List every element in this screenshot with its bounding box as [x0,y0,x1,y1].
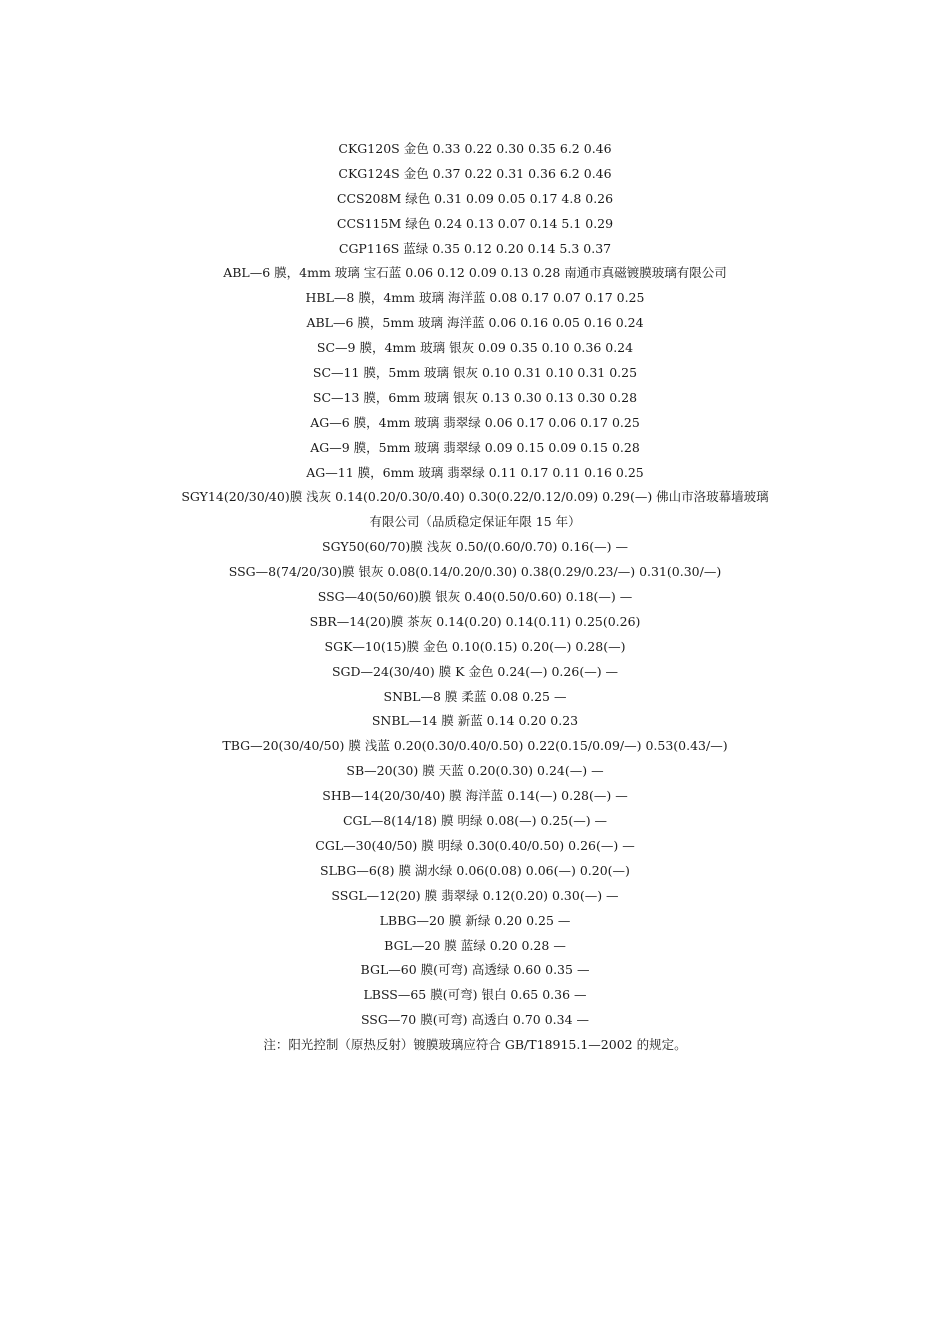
text-line: ABL—6 膜，4mm 玻璃 宝石蓝 0.06 0.12 0.09 0.13 0.28 南通市真磁镀膜玻璃有限公司 [223,265,727,281]
text-line: LBSS—65 膜(可弯) 银白 0.65 0.36 — [363,987,587,1003]
text-line: SSG—40(50/60)膜 银灰 0.40(0.50/0.60) 0.18(—) — [317,589,633,605]
text-line: BGL—20 膜 蓝绿 0.20 0.28 — [384,937,566,953]
text-line: SLBG—6(8) 膜 湖水绿 0.06(0.08) 0.06(—) 0.20(—) [320,862,630,878]
text-line: SSG—70 膜(可弯) 高透白 0.70 0.34 — [360,1012,590,1028]
text-line: SNBL—8 膜 柔蓝 0.08 0.25 — [383,688,567,704]
note-line: 注：阳光控制（原热反射）镀膜玻璃应符合 GB/T18915.1—2002 的规定。 [263,1037,687,1053]
text-line: CGP116S 蓝绿 0.35 0.12 0.20 0.14 5.3 0.37 [338,240,612,256]
text-line: LBBG—20 膜 新绿 0.20 0.25 — [379,912,571,928]
text-line: SSGL—12(20) 膜 翡翠绿 0.12(0.20) 0.30(—) — [331,887,619,903]
text-line: 有限公司（品质稳定保证年限 15 年） [369,514,581,530]
text-line: ABL—6 膜，5mm 玻璃 海洋蓝 0.06 0.16 0.05 0.16 0.24 [306,315,644,331]
text-line: SGK—10(15)膜 金色 0.10(0.15) 0.20(—) 0.28(—) [324,638,626,654]
text-line: SHB—14(20/30/40) 膜 海洋蓝 0.14(—) 0.28(—) — [322,788,628,804]
text-line: SC—9 膜，4mm 玻璃 银灰 0.09 0.35 0.10 0.36 0.24 [316,340,634,356]
text-line: CGL—30(40/50) 膜 明绿 0.30(0.40/0.50) 0.26(—) — [315,837,635,853]
text-line: CCS115M 绿色 0.24 0.13 0.07 0.14 5.1 0.29 [336,215,614,231]
text-line: SGY50(60/70)膜 浅灰 0.50/(0.60/0.70) 0.16(—) — [322,539,628,555]
text-line: SSG—8(74/20/30)膜 银灰 0.08(0.14/0.20/0.30) 0.38(0.29/0.23/—) 0.31(0.30/—) [228,564,722,580]
text-line: AG—9 膜，5mm 玻璃 翡翠绿 0.09 0.15 0.09 0.15 0.28 [310,439,640,455]
text-line: AG—11 膜，6mm 玻璃 翡翠绿 0.11 0.17 0.11 0.16 0.25 [306,464,644,480]
text-line: TBG—20(30/40/50) 膜 浅蓝 0.20(0.30/0.40/0.50) 0.22(0.15/0.09/—) 0.53(0.43/—) [222,738,728,754]
text-line: CKG124S 金色 0.37 0.22 0.31 0.36 6.2 0.46 [338,165,612,181]
text-line: SB—20(30) 膜 天蓝 0.20(0.30) 0.24(—) — [346,763,604,779]
text-line: HBL—8 膜，4mm 玻璃 海洋蓝 0.08 0.17 0.07 0.17 0.25 [305,290,645,306]
text-line: SGD—24(30/40) 膜 K 金色 0.24(—) 0.26(—) — [331,663,619,679]
text-line: SC—11 膜，5mm 玻璃 银灰 0.10 0.31 0.10 0.31 0.25 [312,365,638,381]
document-body [60,137,890,1058]
text-line: BGL—60 膜(可弯) 高透绿 0.60 0.35 — [360,962,590,978]
text-line: CKG120S 金色 0.33 0.22 0.30 0.35 6.2 0.46 [338,141,612,156]
text-line: SBR—14(20)膜 茶灰 0.14(0.20) 0.14(0.11) 0.25(0.26) [309,613,641,629]
text-line: SGY14(20/30/40)膜 浅灰 0.14(0.20/0.30/0.40) 0.30(0.22/0.12/0.09) 0.29(—) 佛山市洛玻幕墙玻璃 [181,489,769,505]
text-line: SC—13 膜，6mm 玻璃 银灰 0.13 0.30 0.13 0.30 0.28 [312,389,638,405]
text-line: SNBL—14 膜 新蓝 0.14 0.20 0.23 [371,713,579,729]
text-line: CCS208M 绿色 0.31 0.09 0.05 0.17 4.8 0.26 [336,190,614,206]
text-line: CGL—8(14/18) 膜 明绿 0.08(—) 0.25(—) — [342,813,608,829]
text-line: AG—6 膜，4mm 玻璃 翡翠绿 0.06 0.17 0.06 0.17 0.25 [310,414,640,430]
